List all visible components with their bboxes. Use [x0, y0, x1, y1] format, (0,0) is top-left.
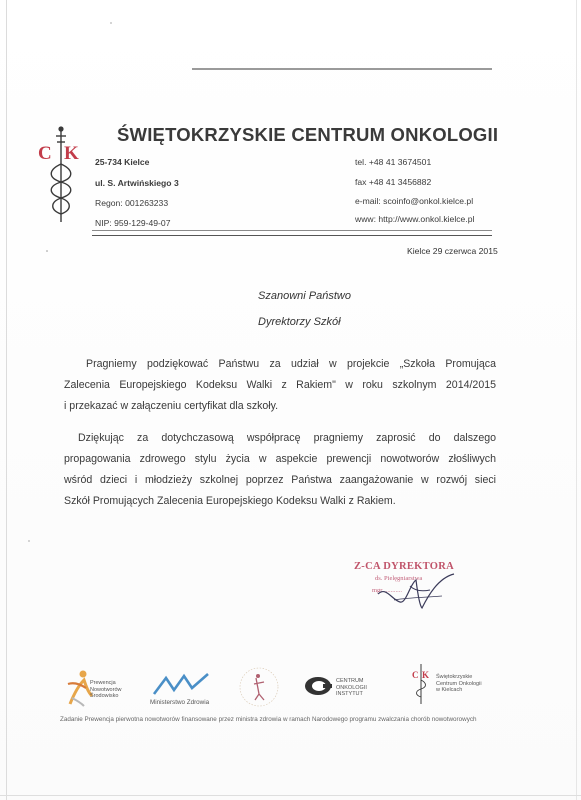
contact-phone: tel. +48 41 3674501	[355, 157, 432, 167]
dance-figure-icon	[236, 664, 282, 710]
paragraph-1	[64, 354, 496, 417]
paragraph-2-line: propagowania zdrowego stylu życia w aspekcie prewencji nowotworów złośliwych	[64, 453, 496, 465]
footer-logos	[58, 662, 518, 712]
paragraph-1-line: i przekazać w załączeniu certyfikat dla szkoły.	[64, 400, 279, 412]
letter-date: Kielce 29 czerwca 2015	[407, 246, 498, 256]
paragraph-1-line: Zalecenia Europejskiego Kodeksu Walki z Rakiem" w roku szkolnym 2014/2015	[64, 379, 496, 391]
oncology-institute-icon	[304, 676, 332, 696]
contact-website: www: http://www.onkol.kielce.pl	[355, 214, 475, 224]
paragraph-2-line: Szkół Promujących Zalecenia Europejskiego Kodeksu Walki z Rakiem.	[64, 495, 396, 507]
prevention-logo-line: Środowisko	[90, 693, 119, 699]
signature-icon	[350, 556, 470, 626]
top-scan-line	[192, 68, 492, 70]
salutation-line-2: Dyrektorzy Szkół	[258, 316, 341, 328]
svg-text:C: C	[412, 670, 419, 680]
ministry-logo-text: Ministerstwo Zdrowia	[150, 699, 210, 706]
oncology-institute-line: INSTYTUT	[336, 691, 363, 697]
header-divider	[92, 230, 492, 236]
stamp-title: Z-CA DYREKTORA	[354, 561, 454, 572]
ministry-of-health-icon	[150, 672, 212, 696]
paragraph-1-line: Pragniemy podziękować Państwu za udział w projekcie „Szkoła Promująca	[86, 358, 496, 370]
sco-small-logo-text	[436, 674, 482, 694]
svg-text:C: C	[38, 143, 52, 164]
svg-text:K: K	[64, 143, 79, 164]
sco-logo-icon	[34, 124, 88, 224]
paragraph-2-line: wśród dzieci i młodzieży szkolnej poprzez Państwa zaangażowanie w rozwój sieci	[64, 474, 496, 486]
salutation-line-1: Szanowni Państwo	[258, 290, 351, 302]
scan-edge-right	[576, 0, 577, 800]
scan-speck	[46, 250, 48, 252]
sco-small-logo-line: Centrum Onkologii	[436, 680, 482, 687]
oncology-institute-text	[336, 678, 367, 698]
scan-edge-bottom	[0, 795, 581, 796]
prevention-logo-line: Prewencja	[90, 680, 116, 686]
stamp-line-2: mgr ...........	[372, 587, 402, 594]
scan-edge-left	[6, 0, 7, 800]
contact-fax: fax +48 41 3456882	[355, 177, 432, 187]
contact-street: ul. S. Artwińskiego 3	[95, 178, 179, 188]
scan-speck	[28, 540, 30, 542]
scan-speck	[110, 22, 112, 24]
organization-name: ŚWIĘTOKRZYSKIE CENTRUM ONKOLOGII	[117, 124, 499, 145]
footer-caption: Zadanie Prewencja pierwotna nowotworów finansowane przez ministra zdrowia w ramach Narodowego programu zwalczania chorób nowotworowych	[60, 716, 477, 723]
prevention-logo-line: Nowotworów	[90, 686, 122, 693]
svg-text:K: K	[422, 670, 430, 680]
paragraph-2-line: Dziękując za dotychczasową współpracę pragniemy zaprosić do dalszego	[78, 432, 496, 444]
contact-regon: Regon: 001263233	[95, 198, 169, 208]
contact-email: e-mail: scoinfo@onkol.kielce.pl	[355, 196, 474, 206]
oncology-institute-line: CENTRUM	[336, 678, 364, 684]
stamp-line-1: ds. Pielęgniarstwa	[375, 575, 423, 582]
sco-small-logo-icon	[410, 662, 432, 706]
sco-small-logo-line: w Kielcach	[436, 687, 463, 693]
sco-small-logo-line: Świętokrzyskie	[436, 674, 473, 680]
oncology-institute-line: ONKOLOGII	[336, 684, 367, 691]
paragraph-2	[64, 428, 496, 512]
contact-postal: 25-734 Kielce	[95, 157, 150, 167]
prevention-logo-text	[90, 680, 121, 700]
contact-nip: NIP: 959-129-49-07	[95, 218, 171, 228]
